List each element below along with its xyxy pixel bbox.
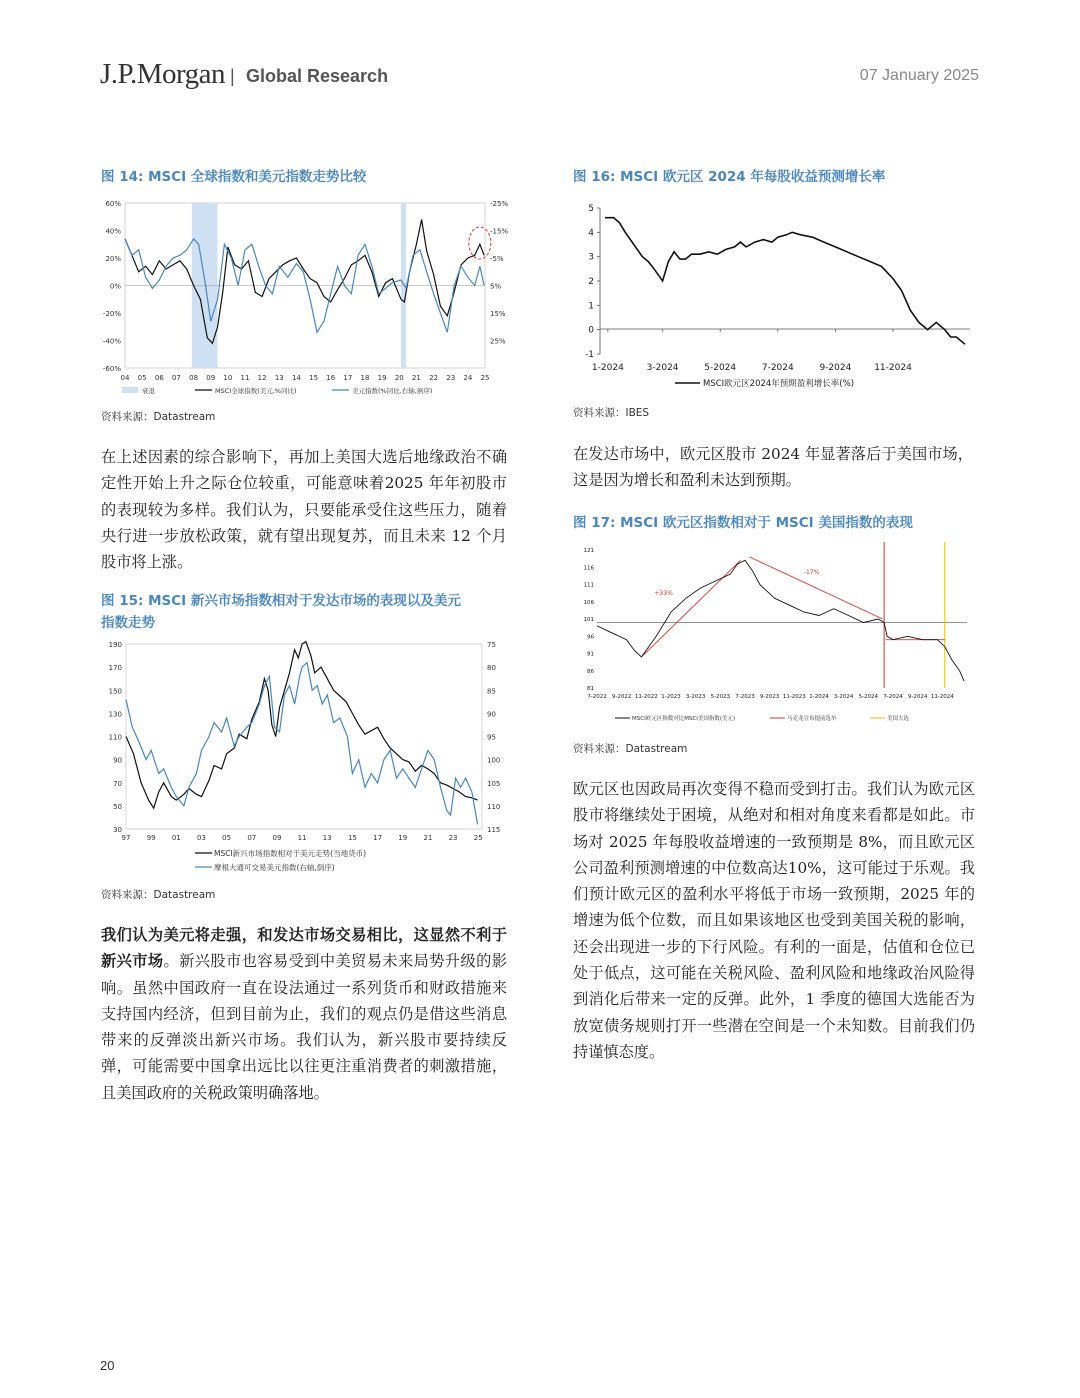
fig15-x-tick-97: 97 [121,834,131,842]
fig14-x-tick-15: 15 [309,374,319,382]
fig15-y-right-tick-100: 100 [487,756,501,765]
fig15-x-tick-03: 03 [197,834,206,842]
fig14-source: 资料来源：Datastream [101,411,216,423]
header-date: 07 January 2025 [859,67,979,84]
fig16-chart [575,198,980,396]
fig15-x-tick-01: 01 [171,834,181,842]
fig15-y-right-tick-75: 75 [487,641,496,649]
fig14-y-left-tick-60: 60% [105,200,121,208]
fig17-y-tick-91: 91 [587,651,594,658]
fig15-y-left-tick-50: 50 [113,802,122,811]
fig15-x-tick-25: 25 [473,834,483,842]
fig17-y-tick-121: 121 [583,548,594,554]
fig15-series-usd [126,663,478,825]
fig14-legend-recession-swatch [122,387,138,393]
fig15-x-tick-21: 21 [423,834,433,842]
fig14-x-tick-21: 21 [411,374,421,382]
fig14-legend-msci: MSCI全球指数(美元,%同比) [215,387,297,395]
fig17-x-tick-11-2024: 11-2024 [930,694,954,700]
fig14-x-tick-12: 12 [257,374,267,382]
fig17-chart [575,540,980,730]
fig14-x-tick-14: 14 [291,374,301,382]
fig15-x-tick-07: 07 [247,834,257,842]
fig14-y-left-tick-60: -60% [102,365,121,373]
fig14-x-tick-10: 10 [223,374,233,382]
paragraph-2-bold: 我们认为美元将走强，和发达市场交易相比，这显然不利于新兴市场 [101,926,507,971]
fig17-x-tick-7-2024: 7-2024 [883,694,903,700]
fig17-y-tick-86: 86 [587,668,594,675]
fig15-y-left-tick-90: 90 [113,756,122,765]
fig17-title: 图 17: MSCI 欧元区指数相对于 MSCI 美国指数的表现 [573,515,913,531]
fig15-chart [100,640,520,880]
fig17-y-tick-106: 106 [583,599,594,606]
fig15-y-right-tick-95: 95 [487,733,496,742]
fig15-y-right-tick-90: 90 [487,710,496,719]
fig14-x-tick-20: 20 [394,374,404,382]
fig14-y-right-tick-25: 25% [490,337,506,346]
fig14-x-tick-25: 25 [480,374,490,382]
fig17-x-tick-9-2024: 9-2024 [907,694,928,700]
fig16-y-tick-5: 5 [588,204,594,214]
fig17-series-relative [597,560,964,681]
fig17-arrow-up [641,560,740,657]
paragraph-1: 在上述因素的综合影响下，再加上美国大选后地缘政治不确定性开始上升之际仓位较重，可能意味着2025 年年初股市的表现较为多样。我们认为，只要能承受住这些压力，随着央行进一步放松政策，就有望出现复苏，而且未来 12 个月股市将上涨。 [101,448,507,572]
fig15-x-tick-23: 23 [448,834,458,842]
fig17-x-tick-3-2024: 3-2024 [833,694,854,700]
fig14-y-right-tick-15: -15% [490,227,509,236]
fig16-y-tick-3: 3 [588,252,594,263]
fig17-x-tick-11-2022: 11-2022 [634,694,658,700]
brand-logo: J.P.Morgan [100,58,225,90]
fig17-x-tick-1-2024: 1-2024 [809,694,829,700]
fig17-legend-index: MSCI欧元区指数对比MSCI美国指数(美元) [632,716,736,722]
fig15-x-tick-13: 13 [322,834,332,842]
fig16-source: 资料来源：IBES [573,407,650,419]
fig15-y-right-tick-80: 80 [487,664,496,673]
fig17-x-tick-7-2022: 7-2022 [587,694,607,700]
fig16-x-tick-9-2024: 9-2024 [819,363,852,373]
fig17-y-tick-111: 111 [583,582,594,589]
fig17-legend-macron: 马克龙宣布提前选举 [787,716,837,722]
fig15-source: 资料来源：Datastream [101,889,216,901]
fig14-x-tick-06: 06 [154,374,164,382]
fig16-x-tick-1-2024: 1-2024 [591,363,624,373]
fig14-x-tick-23: 23 [446,374,456,382]
fig16-x-tick-7-2024: 7-2024 [761,363,794,373]
paragraph-2-rest: 。新兴股市也容易受到中美贸易未来局势升级的影响。虽然中国政府一直在设法通过一系列货币和财政措施来支持国内经济，但到目前为止，我们的观点仍是借这些消息带来的反弹淡出新兴市场。我们认为，新兴股市要持续反弹，可能需要中国拿出远比以往更注重消费者的刺激措施，且美国政府的关税政策明确落地。 [101,952,508,1102]
fig15-x-tick-99: 99 [146,834,156,842]
fig15-y-right-tick-85: 85 [487,687,496,696]
fig16-x-tick-3-2024: 3-2024 [646,363,679,373]
fig16-y-tick-1: 1 [588,301,594,312]
fig14-chart [100,195,520,405]
fig15-y-left-tick-110: 110 [108,733,122,742]
fig17-x-tick-11-2023: 11-2023 [782,694,806,700]
paragraph-3: 在发达市场中，欧元区股市 2024 年显著落后于美国市场，这是因为增长和盈利未达到预期。 [573,445,973,490]
fig15-title [101,590,521,634]
fig15-y-right-tick-115: 115 [487,826,501,834]
fig15-x-tick-11: 11 [297,834,307,842]
fig15-y-left-tick-170: 170 [108,664,122,673]
fig16-x-tick-5-2024: 5-2024 [704,363,737,373]
fig14-x-tick-18: 18 [360,374,370,382]
paragraph-2 [101,922,507,1106]
fig14-x-tick-19: 19 [377,374,387,382]
fig15-y-left-tick-150: 150 [108,687,122,696]
fig15-x-tick-09: 09 [272,834,282,842]
page-number: 20 [100,1358,115,1373]
fig15-legend-usd: 摩根大通可交易美元指数(右轴,倒序) [214,863,335,872]
fig16-x-tick-11-2024: 11-2024 [874,363,912,373]
fig15-y-right-tick-110: 110 [487,802,501,811]
fig15-y-left-tick-190: 190 [108,641,122,649]
fig14-y-left-tick-20: 20% [105,255,121,263]
fig15-legend-em: MSCI新兴市场指数相对于美元走势(当地货币) [214,849,367,858]
fig15-y-left-tick-30: 30 [113,826,122,834]
header-unit: Global Research [246,66,389,86]
fig17-x-tick-9-2022: 9-2022 [611,694,632,700]
fig16-title: 图 16: MSCI 欧元区 2024 年每股收益预测增长率 [573,169,886,185]
fig14-x-tick-16: 16 [326,374,336,382]
fig14-title: 图 14: MSCI 全球指数和美元指数走势比较 [101,169,367,185]
fig17-x-tick-5-2023: 5-2023 [710,694,731,700]
fig15-x-tick-05: 05 [222,834,232,842]
fig17-x-tick-9-2023: 9-2023 [759,694,780,700]
fig17-annotation-down: -17% [803,569,820,577]
fig14-x-tick-13: 13 [274,374,284,382]
fig15-x-tick-15: 15 [347,834,357,842]
fig14-y-right-tick-25: -25% [490,200,509,208]
fig14-x-tick-22: 22 [429,374,439,382]
fig17-y-tick-116: 116 [583,565,594,572]
fig14-legend-recession: 衰退 [142,387,155,395]
fig17-y-tick-96: 96 [587,634,594,641]
fig14-x-tick-17: 17 [343,374,353,382]
fig14-y-left-tick-40: 40% [105,227,121,236]
fig14-x-tick-24: 24 [463,374,473,382]
fig17-legend-election: 美国大选 [887,716,910,722]
fig17-x-tick-7-2023: 7-2023 [735,694,755,700]
fig17-x-tick-1-2023: 1-2023 [661,694,681,700]
fig15-title-line2: 指数走势 [101,615,155,631]
fig17-source: 资料来源：Datastream [573,743,688,755]
fig14-y-left-tick-20: -20% [102,310,121,318]
fig14-y-right-tick-5: 5% [490,282,502,291]
fig15-y-left-tick-70: 70 [113,779,122,788]
fig16-y-tick-0: 0 [588,325,594,336]
fig14-y-right-tick-15: 15% [490,310,506,318]
fig17-annotation-up: +33% [654,589,673,597]
fig17-y-tick-101: 101 [583,617,594,623]
fig16-y-tick-4: 4 [588,228,594,239]
fig17-x-tick-3-2023: 3-2023 [685,694,706,700]
fig16-y-tick-1: -1 [585,350,594,360]
fig14-x-tick-04: 04 [120,374,130,382]
fig14-y-left-tick-0: 0% [109,282,121,291]
fig14-x-tick-07: 07 [171,374,181,382]
fig17-arrow-down [749,557,882,619]
fig14-y-left-tick-40: -40% [102,337,121,346]
fig15-x-tick-17: 17 [373,834,383,842]
fig14-x-tick-09: 09 [206,374,216,382]
fig14-y-right-tick-5: -5% [490,255,504,263]
fig14-x-tick-05: 05 [137,374,147,382]
fig17-x-tick-5-2024: 5-2024 [858,694,879,700]
fig15-title-line1: 图 15: MSCI 新兴市场指数相对于发达市场的表现以及美元 [101,593,461,609]
fig16-legend: MSCI欧元区2024年预期盈利增长率(%) [703,379,855,389]
paragraph-4: 欧元区也因政局再次变得不稳而受到打击。我们认为欧元区股市将继续处于困境，从绝对和相对角度来看都是如此。市场对 2025 年每股收益增速的一致预期是 8%，而且欧元区公司盈利预测增速的中位数高达10%，这可能过于乐观。我们预计欧元区的盈利水平将低于市场一致预期，2025 年的增速为低个位数，而且如果该地区也受到美国关税的影响，还会出现进一步的下行风险。有利的一面是，估值和仓位已处于低点，这可能在关税风险、盈利风险和地缘政治风险得到消化后带来一定的反弹。此外，1 季度的德国大选能否为放宽债务规则打开一些潜在空间是一个未知数。目前我们仍持谨慎态度。 [573,780,975,1061]
fig14-legend-usd: 美元指数(%同比,右轴,倒序) [352,387,433,395]
fig17-y-tick-81: 81 [587,686,594,692]
header-separator: | [230,66,235,86]
fig15-x-tick-19: 19 [398,834,408,842]
fig16-y-tick-2: 2 [588,277,594,287]
fig16-series-eps [605,218,965,345]
fig15-y-right-tick-105: 105 [487,779,501,788]
fig14-x-tick-11: 11 [240,374,250,382]
fig14-x-tick-08: 08 [189,374,199,382]
fig15-y-left-tick-130: 130 [108,710,122,719]
